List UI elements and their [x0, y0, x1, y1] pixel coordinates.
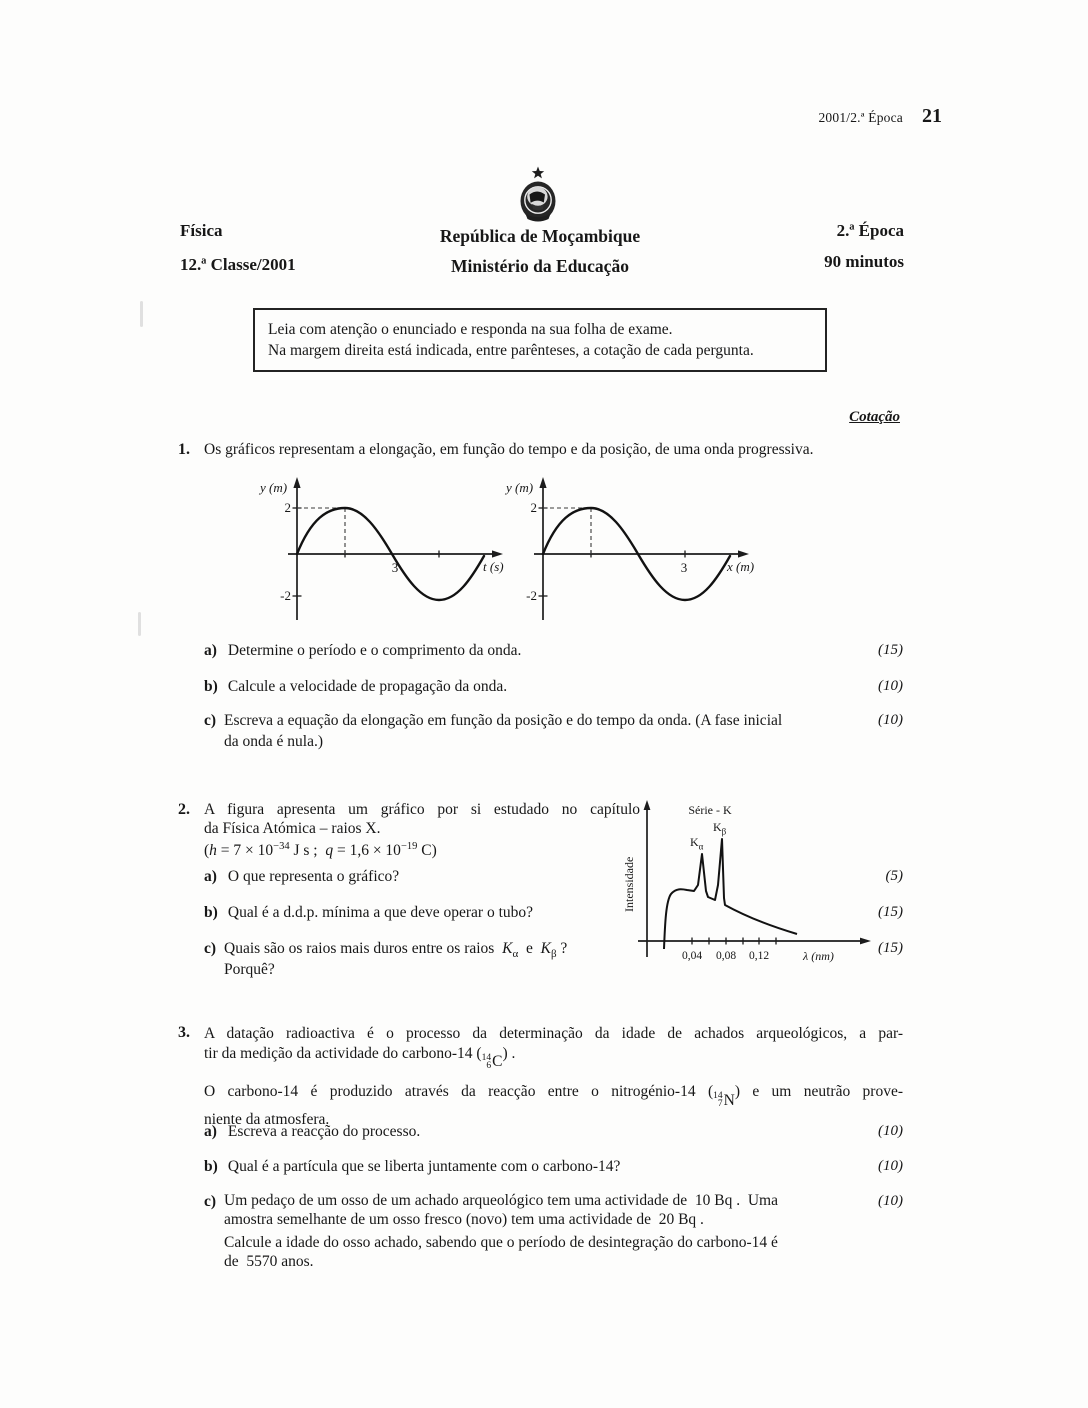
lambda-tick-label: 0,12: [748, 950, 770, 962]
item-label: b): [204, 678, 218, 695]
header-left: [180, 214, 296, 282]
item-score: (15): [878, 904, 903, 920]
grade-year: 12.ª Classe/2001: [180, 255, 296, 274]
lambda-tick-label: 0,08: [715, 950, 737, 962]
x-axis-label: x (m): [727, 559, 755, 574]
question-2-constants: ($h = 7 \times 10^{-34}$ J s ; $q = 1,6 \times 10^{-19}$ C): [204, 841, 437, 860]
y-tick-label-2: 2: [284, 500, 291, 515]
item-score: (10): [878, 1193, 903, 1209]
item-label: c): [204, 940, 217, 957]
duration-label: 90 minutos: [824, 252, 904, 271]
question-3-item-a: [204, 1121, 903, 1142]
y-axis-arrow-icon: [293, 477, 300, 488]
q3-para1-line1: A datação radioactiva é o processo da determinação da idade de achados arqueológicos, a par-: [204, 1025, 903, 1042]
item-text: Determine o período e o comprimento da onda.: [227, 642, 522, 659]
xray-title: Série - K: [688, 803, 732, 817]
item-label: a): [204, 1123, 217, 1140]
cotacao-heading: Cotação: [849, 409, 900, 425]
republic-name: República de Moçambique: [439, 226, 641, 246]
y-tick-label-neg2: -2: [280, 588, 291, 603]
item-score: (5): [885, 868, 903, 884]
item-text: Escreva a equação da elongação em função da posição e do tempo da onda. (A fase inicial da onda é nula.): [224, 712, 783, 750]
x-axis-arrow-icon: [738, 550, 749, 557]
q3-para2-line1: O carbono-14 é produzido através da reacção entre o nitrogénio-14 ( 14 7 N ) e um neutrão prove-: [204, 1082, 903, 1110]
emblem-star-icon: [532, 167, 544, 179]
question-3-item-c: [204, 1191, 903, 1271]
y-tick-label-2: 2: [530, 500, 537, 515]
mozambique-emblem-icon: [512, 164, 564, 229]
item-score: (10): [878, 1158, 903, 1174]
k-alpha-peak-label: $K_\alpha$: [690, 835, 704, 852]
scan-artifact: [140, 301, 143, 327]
instructions-box: [253, 308, 827, 372]
item-score: (10): [878, 678, 903, 694]
item-score: (10): [878, 1123, 903, 1139]
item-label: a): [204, 868, 217, 885]
question-1-item-a: [204, 640, 903, 661]
k-beta-peak-label: $K_\beta$: [713, 820, 727, 837]
subject-title: Física: [180, 221, 223, 240]
instructions-line-1: Leia com atenção o enunciado e responda na sua folha de exame.: [268, 321, 673, 338]
question-2-item-c: [204, 938, 903, 980]
q3-para2-line2: niente da atmosfera.: [204, 1111, 330, 1128]
wave-graph-position: [497, 473, 759, 625]
carbon-14-nuclide: 14 6 C: [481, 1052, 503, 1071]
scan-artifact: [138, 612, 141, 636]
ministry-name: Ministério da Educação: [451, 256, 629, 276]
lambda-tick-label: 0,04: [681, 950, 703, 962]
question-2-text-line2: da Física Atómica – raios X.: [204, 819, 381, 837]
question-1: [178, 441, 918, 459]
question-3-item-b: [204, 1156, 903, 1177]
question-1-number: 1.: [178, 441, 190, 458]
intensity-axis-label: Intensidade: [622, 856, 636, 912]
item-text: Calcule a velocidade de propagação da onda.: [227, 678, 508, 695]
y-axis-label: y (m): [506, 480, 534, 495]
item-label: c): [204, 1193, 217, 1210]
intensity-axis-arrow-icon: [644, 800, 651, 810]
y-tick-label-neg2: -2: [526, 588, 537, 603]
question-3-number: 3.: [178, 1024, 190, 1041]
y-axis-arrow-icon: [539, 477, 546, 488]
item-label: b): [204, 904, 218, 921]
item-text: Escreva a reacção do processo.: [227, 1123, 421, 1140]
item-score: (15): [878, 940, 903, 956]
edition-ref: 2001/2.ª Época: [818, 110, 903, 125]
item-label: c): [204, 712, 217, 729]
question-2-item-a: [204, 866, 903, 887]
t-axis-label: t (s): [483, 559, 504, 574]
item-text: O que representa o gráfico?: [227, 868, 400, 885]
item-label: b): [204, 1158, 218, 1175]
epoch-label: 2.ª Época: [836, 221, 904, 240]
header-center: [334, 221, 746, 281]
lambda-axis-label: λ (nm): [803, 949, 834, 963]
q3-para1-line2: tir da medição da actividade do carbono-14 ( 14 6 C ) .: [204, 1044, 516, 1071]
question-2-item-b: [204, 902, 903, 923]
y-axis-label: y (m): [260, 480, 288, 495]
xray-spectrum-curve: [664, 839, 797, 949]
page-number: 21: [922, 105, 942, 127]
question-1-item-b: [204, 676, 903, 697]
wave-graph-time: [251, 473, 513, 625]
item-text: Qual é a d.d.p. mínima a que deve operar o tubo?: [227, 904, 534, 921]
t-tick-label-3: 3: [391, 560, 399, 575]
question-1-text: Os gráficos representam a elongação, em função do tempo e da posição, de uma onda progressiva.: [204, 441, 814, 458]
item-text: Um pedaço de um osso de um achado arqueológico tem uma actividade de 10 Bq . Uma amostra semelhante de um osso fresco (novo) tem uma actividade de 20 Bq . Calcule a idade do osso achado, sabendo que o período de desintegração do carbono-14 é de 5570 anos.: [224, 1192, 778, 1270]
question-2-text-line1: A figura apresenta um gráfico por si estudado no capítulo: [204, 801, 640, 818]
x-tick-label-3: 3: [680, 560, 688, 575]
item-label: a): [204, 642, 217, 659]
question-2-number: 2.: [178, 801, 190, 818]
item-text: Quais são os raios mais duros entre os raios $K_\alpha$ e $K_\beta$ ? Porquê?: [224, 940, 568, 978]
question-2: [178, 801, 658, 861]
instructions-line-2: Na margem direita está indicada, entre parênteses, a cotação de cada pergunta.: [268, 342, 754, 359]
question-3: [178, 1024, 905, 1130]
nitrogen-14-nuclide: 14 7 N: [713, 1090, 735, 1110]
page-header: [818, 105, 942, 128]
item-text: Qual é a partícula que se liberta juntamente com o carbono-14?: [227, 1158, 621, 1175]
header-right: [824, 215, 904, 277]
item-score: (15): [878, 642, 903, 658]
item-score: (10): [878, 712, 903, 728]
question-1-item-c: [204, 710, 903, 752]
